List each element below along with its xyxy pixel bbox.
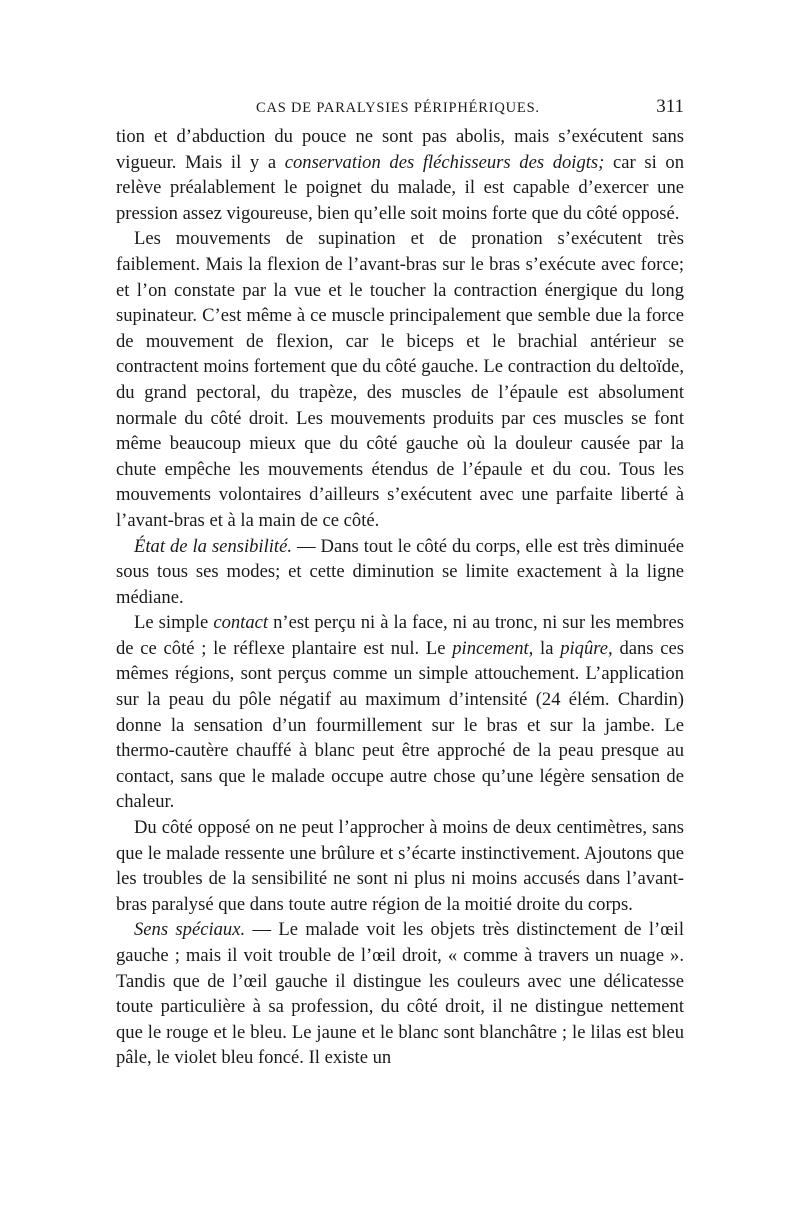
- text-run: Le simple: [134, 612, 214, 634]
- body-text: [116, 124, 684, 1071]
- text-run: la: [533, 637, 561, 659]
- running-title: CAS DE PARALYSIES PÉRIPHÉRIQUES.: [256, 100, 540, 116]
- text-run: n’est perçu ni à la face, ni au tronc, ni sur les membres de ce côté ; le réflexe plantaire est nul. Le: [116, 612, 684, 659]
- text-run: Les mouvements de supination et de pronation s’exécutent très faiblement. Mais la flexion de l’avant-bras sur le bras s’exécute avec force; et l’on constate par la vue et le toucher la contraction énergique du long supinateur. C’est même à ce muscle principalement que semble due la force de mouvement de flexion, car le biceps et le brachial antérieur se contractent moins fortement que du côté gauche. Le contraction du deltoïde, du grand pectoral, du trapèze, des muscles de l’épaule est absolument normale du côté droit. Les mouvements produits par ces muscles se font même beaucoup mieux que du côté gauche où la douleur causée par la chute empêche les mouvements étendus de l’épaule et du cou. Tous les mouvements volontaires d’ailleurs s’exécutent avec une parfaite liberté à l’avant-bras et à la main de ce côté.: [116, 228, 684, 531]
- running-head: [116, 96, 684, 122]
- paragraph: [116, 917, 684, 1071]
- italic-text: piqûre,: [560, 637, 613, 659]
- text-run: tion et d’abduction du pouce ne sont pas abolis, mais s’exécutent sans vigueur. Mais il y a: [116, 126, 684, 173]
- paragraph: [116, 226, 684, 533]
- italic-text: pincement,: [452, 637, 534, 659]
- page-number: 311: [656, 96, 684, 117]
- text-run: Du côté opposé on ne peut l’approcher à moins de deux centimètres, sans que le malade ressente une brûlure et s’écarte instinctivement. Ajoutons que les troubles de la sensibilité ne sont ni plus ni moins accusés dans l’avant-bras paralysé que dans toute autre région de la moitié droite du corps.: [116, 817, 684, 915]
- italic-text: conservation des fléchisseurs des doigts;: [284, 151, 605, 173]
- text-run: — Dans tout le côté du corps, elle est très diminuée sous tous ses modes; et cette diminution se limite exactement à la ligne médiane.: [116, 535, 684, 608]
- italic-text: Sens spéciaux.: [134, 919, 246, 941]
- paragraph: [116, 815, 684, 917]
- italic-text: État de la sensibilité.: [134, 535, 292, 557]
- paragraph: [116, 610, 684, 815]
- book-page: [116, 96, 684, 1071]
- text-run: dans ces mêmes régions, sont perçus comme un simple attouchement. L’application sur la peau du pôle négatif au maximum d’intensité (24 élém. Chardin) donne la sensation d’un fourmillement sur le bras et sur la jambe. Le thermo-cautère chauffé à blanc peut être approché de la peau presque au contact, sans que le malade occupe autre chose qu’une légère sensation de chaleur.: [116, 637, 685, 813]
- paragraph: [116, 124, 684, 226]
- text-run: car si on relève préalablement le poignet du malade, il est capable d’exercer une pression assez vigoureuse, bien qu’elle soit moins forte que du côté opposé.: [116, 151, 685, 224]
- paragraph: [116, 534, 684, 611]
- italic-text: contact: [213, 612, 269, 634]
- text-run: — Le malade voit les objets très distinctement de l’œil gauche ; mais il voit trouble de l’œil droit, « comme à travers un nuage ». Tandis que de l’œil gauche il distingue les couleurs avec une délicatesse toute particulière à sa profession, du côté droit, il ne distingue nettement que le rouge et le bleu. Le jaune et le blanc sont blanchâtre ; le lilas est bleu pâle, le violet bleu foncé. Il existe un: [116, 919, 685, 1069]
